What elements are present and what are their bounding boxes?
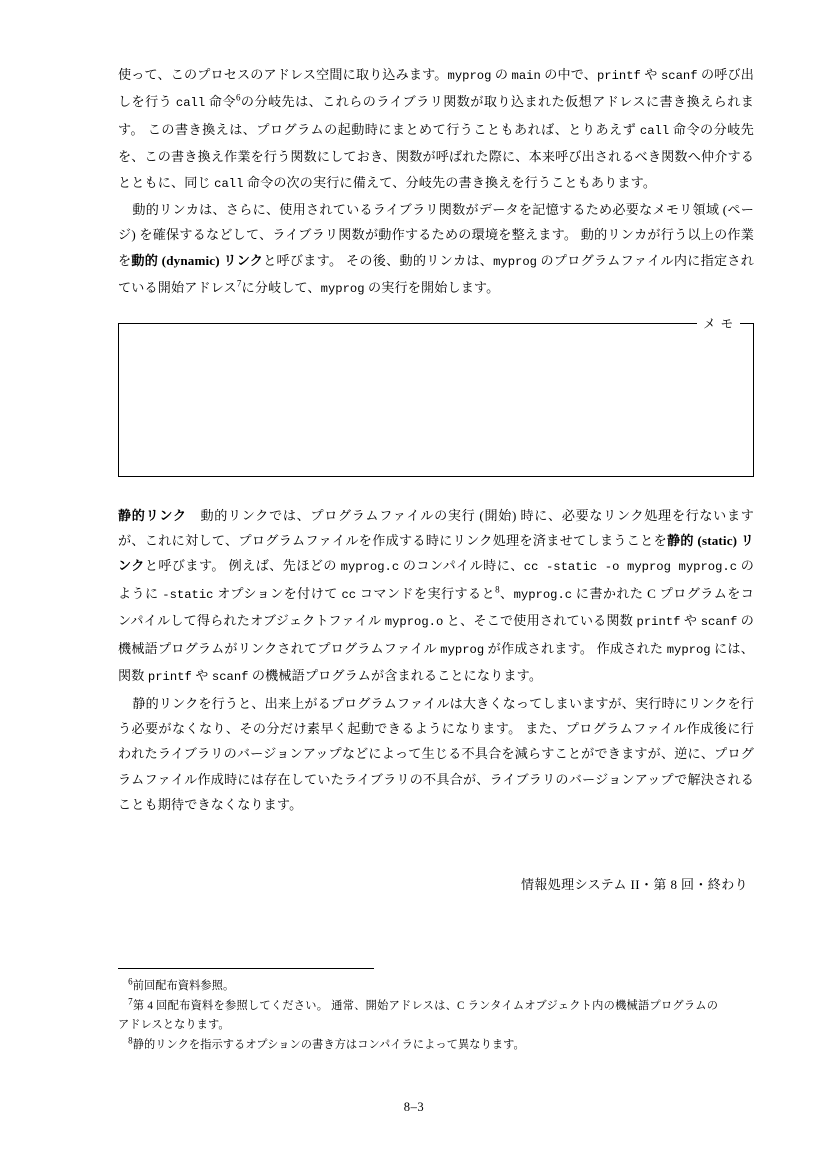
code-span: main bbox=[511, 69, 541, 83]
code-span: myprog bbox=[440, 642, 485, 657]
text-span: 使って、このプロセスのアドレス空間に取り込みます。 bbox=[118, 67, 448, 82]
text-span: の機械語プログラムがリンクされてプログラムファイル bbox=[118, 613, 755, 656]
text-span: オプションを付けて bbox=[213, 585, 342, 601]
text-span: 前回配布資料参照。 bbox=[132, 980, 235, 992]
text-span: と呼びます。 その後、動的リンカは、 bbox=[263, 252, 494, 268]
code-span: myprog bbox=[447, 69, 492, 83]
text-span: と、そこで使用されている関数 bbox=[443, 613, 637, 629]
text-span: 動的リンクでは、プログラムファイルの実行 (開始) 時に、必要なリンク処理を行ないますが、これに対して、プログラムファイルを作成する時にリンク処理を済ませてしまうことを bbox=[118, 507, 754, 549]
paragraph bbox=[118, 197, 754, 303]
lecture-footer-note: 情報処理システム II・第 8 回・終わり bbox=[520, 876, 748, 892]
code-span: scanf bbox=[211, 670, 249, 685]
footnote-marker: 8 bbox=[495, 584, 500, 595]
paragraph-group-top bbox=[118, 62, 754, 303]
text-span: に書かれた C プログラムをコンパイルして得られたオブジェクトファイル bbox=[118, 585, 754, 629]
code-span: cc -static -o myprog myprog.c bbox=[523, 560, 738, 575]
code-span: printf bbox=[636, 615, 681, 630]
code-span: scanf bbox=[700, 615, 738, 630]
memo-label: メ モ bbox=[697, 314, 740, 332]
text-span: 命令 bbox=[205, 94, 236, 110]
footnote-item bbox=[118, 1036, 718, 1056]
footnote-marker: 7 bbox=[236, 278, 242, 289]
code-span: printf bbox=[596, 69, 641, 83]
text-span: の bbox=[491, 67, 512, 82]
code-span: myprog bbox=[666, 642, 711, 657]
text-span: や bbox=[191, 668, 212, 684]
text-span: 動的リンカは、さらに、使用されているライブラリ関数がデータを記憶するため必要なメモリ領域 (ページ) を確保するなどして、ライブラリ関数が動作するための環境を整えます。 動的リンカが行う以上の作業を bbox=[118, 202, 754, 268]
text-span: の呼び出しを行う bbox=[118, 67, 754, 110]
text-span: のように bbox=[118, 558, 754, 601]
text-span: 静的リンクを指示するオプションの書き方はコンパイラによって異なります。 bbox=[132, 1038, 525, 1051]
code-span: printf bbox=[147, 670, 192, 685]
text-span: 第 4 回配布資料を参照してください。 通常、開始アドレスは、C ランタイムオブジェクト内の機械語プログラムのアドレスとなります。 bbox=[118, 999, 718, 1031]
text-span: 命令の次の実行に備えて、分岐先の書き換えを行うこともあります。 bbox=[243, 174, 657, 190]
text-span: 静的リンクを行うと、出来上がるプログラムファイルは大きくなってしまいますが、実行時にリンクを行う必要がなくなり、その分だけ素早く起動できるようになります。 また、プログラムファイル作成後に行われたライブラリのバージョンアップなどによって生じる不具合を減らすことができますが、逆に、プログラムファイル作成時には存在していたライブラリの不具合が、ライブラリのバージョンアップで解決されることも期待できなくなります。 bbox=[118, 695, 754, 813]
code-span: myprog.c bbox=[340, 560, 400, 575]
footnote-area bbox=[118, 968, 718, 1055]
text-span: 、 bbox=[499, 585, 514, 601]
footnote-list bbox=[118, 977, 718, 1055]
text-span: の実行を開始します。 bbox=[364, 280, 500, 296]
footnote-item bbox=[118, 977, 718, 997]
paragraph bbox=[118, 503, 754, 691]
code-span: call bbox=[175, 96, 206, 111]
text-span: のプログラムファイル内に指定されている開始アドレス bbox=[118, 252, 754, 296]
text-span: や bbox=[640, 67, 661, 82]
paragraph bbox=[118, 691, 754, 818]
text-span: には、関数 bbox=[118, 640, 754, 684]
text-span: と呼びます。 例えば、先ほどの bbox=[144, 558, 341, 574]
main-text-block bbox=[118, 62, 754, 303]
code-span: myprog.c bbox=[513, 587, 573, 602]
memo-box bbox=[118, 323, 754, 477]
memo-box-wrapper bbox=[118, 316, 754, 477]
footnote-marker: 8 bbox=[128, 1034, 133, 1045]
text-span: の分岐先は、これらのライブラリ関数が取り込まれた仮想アドレスに書き換えられます。 この書き換えは、プログラムの起動時にまとめて行うこともあれば、とりあえず bbox=[118, 94, 754, 137]
code-span: -static bbox=[162, 587, 214, 602]
text-span: の中で、 bbox=[540, 67, 597, 82]
text-span: コマンドを実行すると bbox=[356, 585, 496, 601]
emphasis-span: 静的リンク bbox=[118, 507, 187, 523]
paragraph bbox=[118, 62, 754, 197]
footnote-item bbox=[118, 997, 718, 1036]
emphasis-span: 動的 (dynamic) リンク bbox=[131, 252, 264, 268]
text-span: に分岐して、 bbox=[241, 280, 321, 296]
code-span: myprog bbox=[493, 254, 537, 269]
code-span: call bbox=[639, 123, 670, 138]
code-span: cc bbox=[341, 587, 357, 602]
code-span: myprog bbox=[320, 282, 365, 297]
footnote-marker: 7 bbox=[128, 995, 133, 1006]
code-span: scanf bbox=[660, 69, 698, 83]
text-span: や bbox=[680, 613, 701, 629]
emphasis-span: 静的 (static) リンク bbox=[118, 533, 755, 574]
text-span: が作成されます。 作成された bbox=[484, 640, 667, 656]
footnote-marker: 6 bbox=[235, 93, 241, 104]
text-span: の機械語プログラムが含まれることになります。 bbox=[248, 668, 543, 684]
text-span: のコンパイル時に、 bbox=[399, 558, 524, 574]
page-number: 8–3 bbox=[403, 1100, 425, 1114]
text-span: 命令の分岐先を、この書き換え作業を行う関数にしておき、関数が呼ばれた際に、本来呼び出されるべき関数へ仲介するとともに、同じ bbox=[118, 121, 754, 190]
paragraph-group-section bbox=[118, 503, 754, 818]
footnote-divider bbox=[118, 968, 374, 969]
code-span: call bbox=[214, 176, 244, 191]
code-span: myprog.o bbox=[384, 615, 444, 630]
footnote-marker: 6 bbox=[128, 976, 133, 987]
section-text-block bbox=[118, 503, 754, 818]
